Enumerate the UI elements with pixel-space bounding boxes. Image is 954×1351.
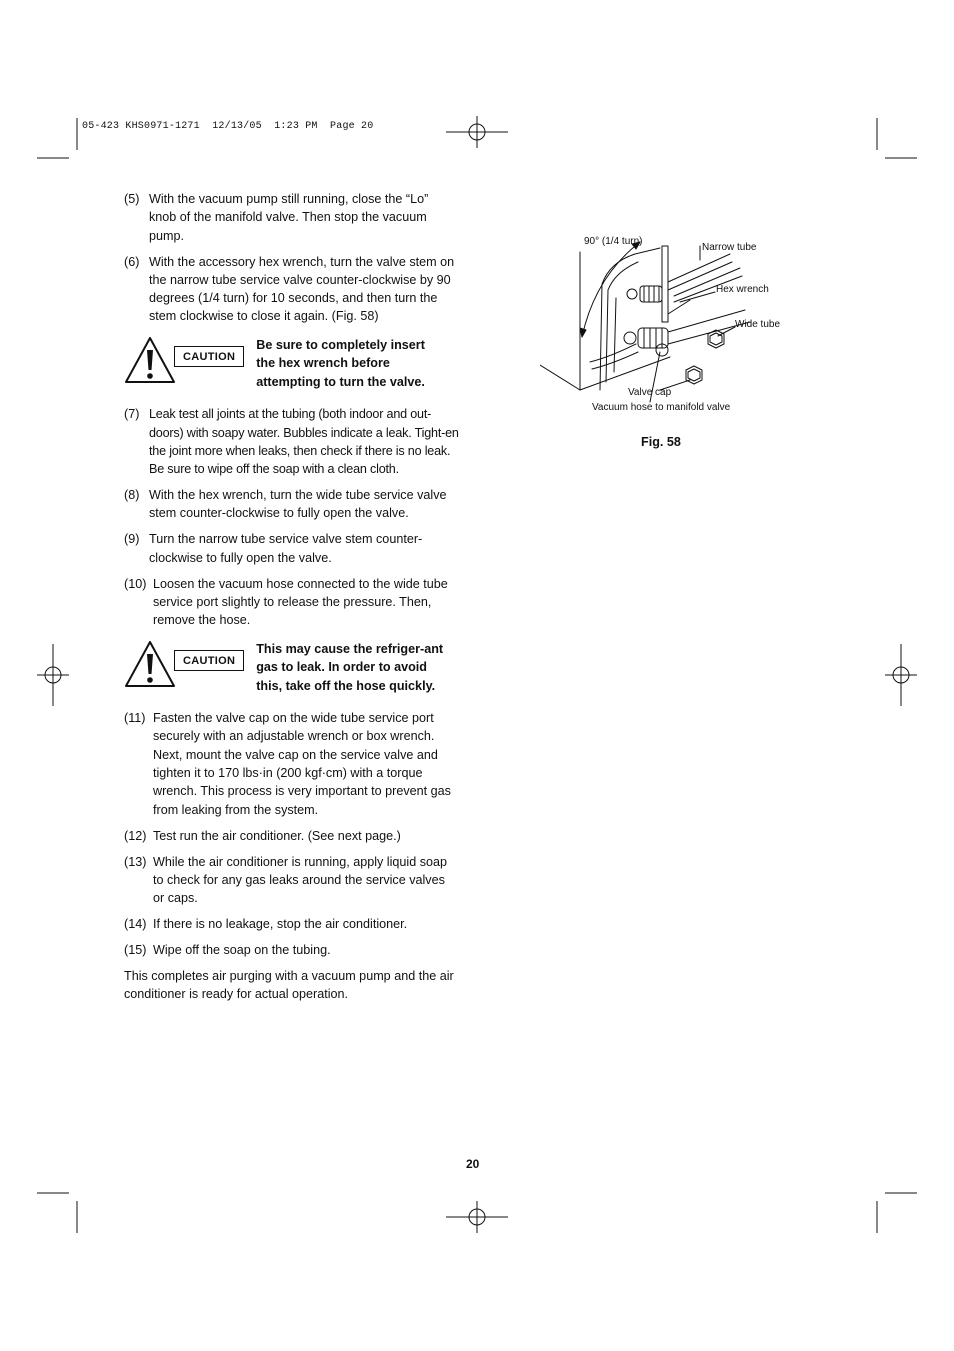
instruction-column [124,190,459,1004]
step-6 [124,253,459,326]
step-number: (12) [124,828,147,843]
step-14 [124,915,459,933]
step-10 [124,575,459,630]
step-number: (6) [124,254,140,269]
caution-block [124,336,459,392]
step-number: (13) [124,854,147,869]
step-text: Leak test all joints at the tubing (both indoor and out-doors) with soapy water. Bubbles indicate a leak. Tight-en the joint more when leaks, then check if there is no leak. Be sure to wipe off the soap with a clean cloth. [149,407,459,477]
step-text: With the vacuum pump still running, close the “Lo” knob of the manifold valve. Then stop the vacuum pump. [149,192,429,243]
label-narrow-tube: Narrow tube [702,242,757,253]
warning-triangle-icon [124,336,176,384]
label-angle: 90° (1/4 turn) [584,236,643,247]
step-number: (7) [124,407,140,422]
step-number: (15) [124,943,147,958]
step-text: While the air conditioner is running, apply liquid soap to check for any gas leaks around the service valves or caps. [153,854,448,906]
step-text: Turn the narrow tube service valve stem counter-clockwise to fully open the valve. [149,532,423,565]
figure-58 [540,232,800,422]
step-5 [124,190,459,245]
step-9 [124,530,459,567]
label-hex-wrench: Hex wrench [716,284,769,295]
caution-text: Be sure to completely insert the hex wrench before attempting to turn the valve. [256,337,425,389]
step-number: (8) [124,488,140,503]
step-text: With the accessory hex wrench, turn the valve stem on the narrow tube service valve counter-clockwise by 90 degrees (1/4 turn) for 10 seconds, and then turn the stem clockwise to close it again. (Fig. 58) [149,254,455,324]
label-vacuum-hose: Vacuum hose to manifold valve [592,402,731,413]
closing-paragraph: This completes air purging with a vacuum pump and the air conditioner is ready for actual operation. [124,969,454,1002]
step-7 [124,405,459,478]
label-wide-tube: Wide tube [735,319,781,330]
step-text: Fasten the valve cap on the wide tube service port securely with an adjustable wrench or box wrench. Next, mount the valve cap on the service valve and tighten it to 170 lbs·in (200 kgf·cm) with a torque wrench. This process is very important to prevent gas from leaking from the system. [153,711,451,817]
caution-badge: CAUTION [174,346,244,367]
step-text: With the hex wrench, turn the wide tube service valve stem counter-clockwise to fully open the valve. [149,488,447,521]
print-slug: 05-423 KHS0971-1271 12/13/05 1:23 PM Page 20 [82,121,374,132]
step-number: (5) [124,192,140,206]
step-number: (10) [124,576,147,591]
step-text: If there is no leakage, stop the air conditioner. [153,917,408,932]
figure-caption: Fig. 58 [641,435,681,449]
step-text: Test run the air conditioner. (See next page.) [153,828,401,843]
caution-text: This may cause the refriger-ant gas to leak. In order to avoid this, take off the hose quickly. [256,641,444,693]
step-15 [124,941,459,959]
step-number: (14) [124,917,147,932]
caution-block [124,640,459,696]
step-8 [124,486,459,523]
step-12 [124,827,459,845]
step-number: (9) [124,532,140,547]
warning-triangle-icon [124,640,176,688]
step-13 [124,853,459,908]
step-text: Loosen the vacuum hose connected to the wide tube service port slightly to release the pressure. Then, remove the hose. [153,576,448,628]
caution-badge: CAUTION [174,650,244,671]
step-text: Wipe off the soap on the tubing. [153,943,331,958]
step-11 [124,709,459,819]
step-number: (11) [124,711,146,726]
page-number: 20 [466,1157,480,1171]
label-valve-cap: Valve cap [628,387,672,398]
